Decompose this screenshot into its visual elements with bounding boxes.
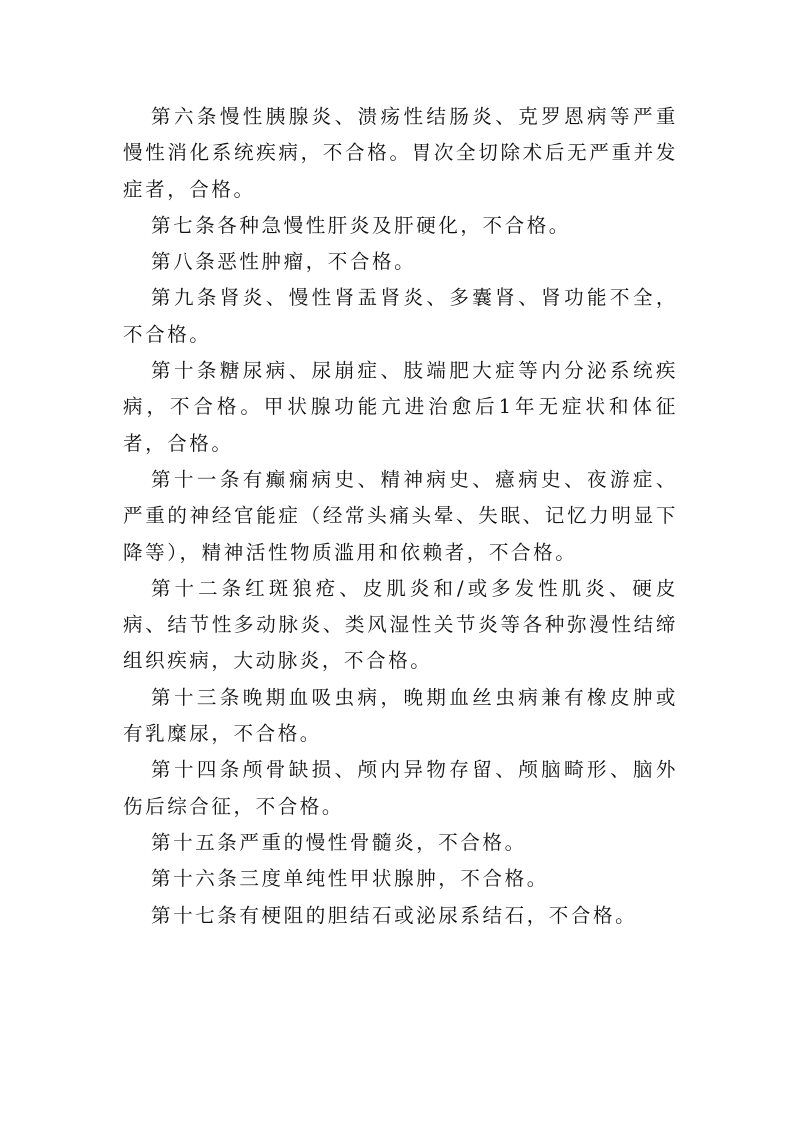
article-7-paragraph: 第七条各种急慢性肝炎及肝硬化，不合格。 (151, 213, 571, 237)
document-page (123, 99, 678, 934)
article-6-paragraph: 第六条慢性胰腺炎、溃疡性结肠炎、克罗恩病等严重慢性消化系统疾病，不合格。胃次全切除术后无严重并发症者，合格。 (123, 105, 678, 201)
article-8-paragraph: 第八条恶性肿瘤，不合格。 (151, 250, 417, 274)
article-17-paragraph: 第十七条有梗阻的胆结石或泌尿系结石，不合格。 (151, 903, 638, 927)
article-10-paragraph: 第十条糖尿病、尿崩症、肢端肥大症等内分泌系统疾病，不合格。甲状腺功能亢进治愈后1年无症状和体征者，合格。 (123, 359, 678, 455)
article-9-paragraph: 第九条肾炎、慢性肾盂肾炎、多囊肾、肾功能不全，不合格。 (123, 286, 678, 346)
article-16-paragraph: 第十六条三度单纯性甲状腺肿，不合格。 (151, 867, 549, 891)
article-13-paragraph: 第十三条晚期血吸虫病，晚期血丝虫病兼有橡皮肿或有乳糜尿，不合格。 (123, 685, 678, 746)
article-14-paragraph: 第十四条颅骨缺损、颅内异物存留、颅脑畸形、脑外伤后综合征，不合格。 (123, 758, 678, 818)
article-15-paragraph: 第十五条严重的慢性骨髓炎，不合格。 (151, 830, 527, 854)
article-12-paragraph: 第十二条红斑狼疮、皮肌炎和/或多发性肌炎、硬皮病、结节性多动脉炎、类风湿性关节炎等各种弥漫性结缔组织疾病，大动脉炎，不合格。 (123, 576, 678, 673)
article-11-paragraph: 第十一条有癫痫病史、精神病史、癔病史、夜游症、严重的神经官能症（经常头痛头晕、失眠、记忆力明显下降等），精神活性物质滥用和依赖者，不合格。 (123, 467, 678, 564)
